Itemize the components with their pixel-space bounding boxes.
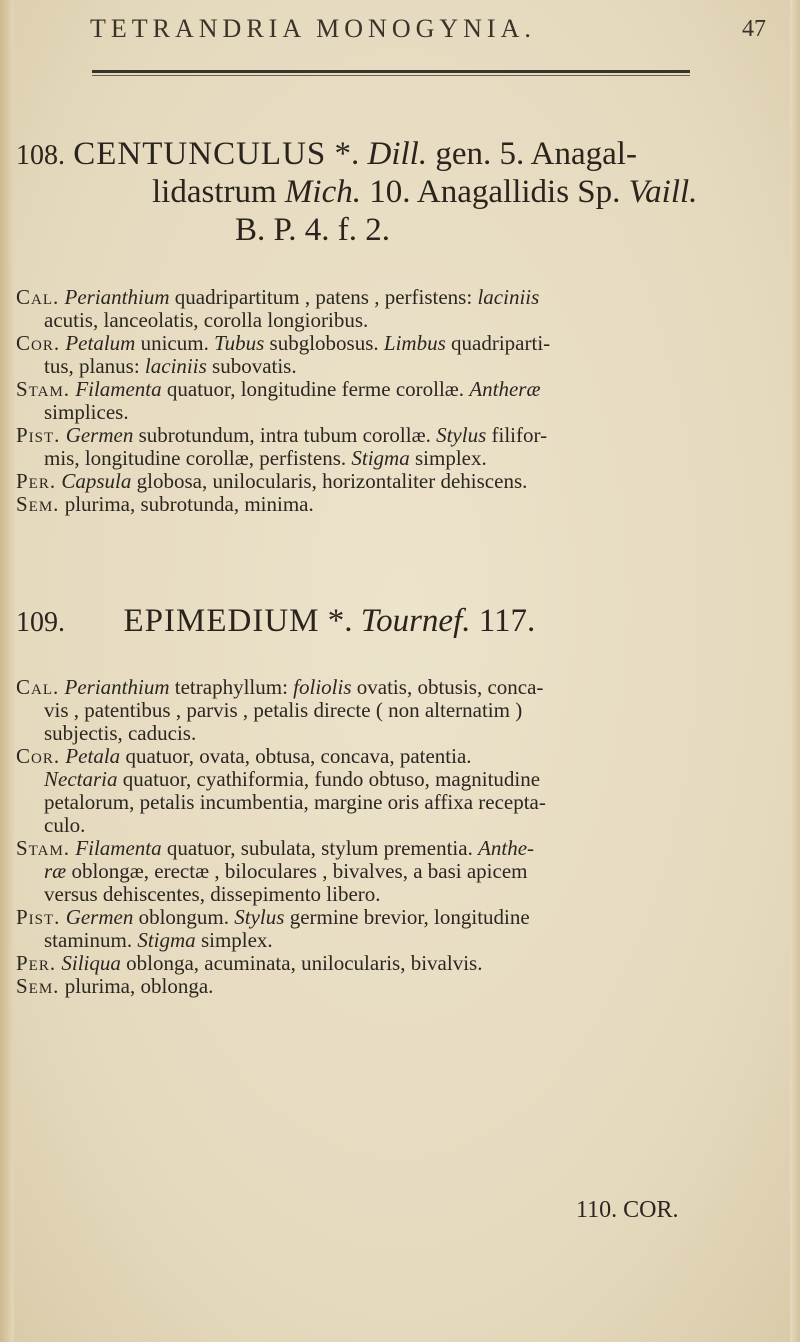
desc-text: vis , patentibus , parvis , petalis directe ( non alternatim )	[44, 698, 523, 722]
desc-line	[44, 813, 85, 838]
term-italic: Filamenta	[75, 836, 162, 860]
term-italic: Germen	[65, 423, 134, 447]
running-title: TETRANDRIA MONOGYNIA.	[90, 14, 536, 43]
organ-label: Pist.	[16, 423, 61, 447]
author-ref: Dill.	[367, 136, 428, 172]
term-italic: Perianthium	[64, 285, 170, 309]
organ-label: Pist.	[16, 905, 61, 929]
desc-text: simplices.	[44, 400, 129, 424]
desc-text: quatuor, cyathiformia, fundo obtuso, magnitudine	[117, 767, 541, 791]
header-rule-thin	[92, 75, 690, 76]
desc-line	[16, 469, 527, 494]
desc-line	[16, 905, 530, 930]
organ-label: Per.	[16, 469, 57, 493]
term-italic: Antheræ	[469, 377, 541, 401]
desc-text: globosa, unilocularis, horizontaliter dehiscens.	[131, 469, 528, 493]
desc-line	[16, 285, 539, 310]
term-italic: Filamenta	[75, 377, 162, 401]
term-italic: Capsula	[61, 469, 132, 493]
genus-name: EPIMEDIUM	[123, 603, 320, 639]
desc-text: acutis, lanceolatis, corolla longioribus.	[44, 308, 369, 332]
desc-line	[16, 675, 543, 700]
desc-line	[44, 400, 129, 425]
organ-label: Cor.	[16, 331, 61, 355]
entry-number: 108.	[16, 140, 65, 171]
entry-heading	[16, 604, 535, 640]
desc-text: quadripartitum , patens , perfistens:	[169, 285, 478, 309]
organ-label: Stam.	[16, 836, 71, 860]
term-italic: laciniis	[477, 285, 540, 309]
term-italic: Petalum	[65, 331, 136, 355]
desc-text: culo.	[44, 813, 86, 837]
reference-text: 10. Anagallidis Sp.	[369, 174, 621, 210]
author-ref: Mich.	[284, 174, 361, 210]
desc-text: ovatis, obtusis, conca-	[351, 675, 544, 699]
desc-line	[16, 377, 540, 402]
term-italic: foliolis	[293, 675, 352, 699]
reference-text: gen. 5. Anagal-	[435, 136, 637, 172]
desc-text: quatuor, subulata, stylum prementia.	[161, 836, 479, 860]
synonym-text: lidastrum	[152, 174, 277, 210]
desc-text: quadriparti-	[445, 331, 551, 355]
term-italic: Stigma	[351, 446, 410, 470]
term-italic: Perianthium	[64, 675, 170, 699]
entry-synonym-line	[152, 175, 697, 210]
desc-text: oblongæ, erectæ , biloculares , bivalves, a basi apicem	[66, 859, 528, 883]
desc-line	[44, 446, 487, 471]
desc-text: unicum.	[135, 331, 215, 355]
asterisk-mark: *.	[327, 603, 353, 639]
desc-text: quatuor, ovata, obtusa, concava, patentia.	[120, 744, 472, 768]
desc-line	[44, 767, 540, 792]
author-ref: Vaill.	[628, 174, 698, 210]
organ-label: Stam.	[16, 377, 71, 401]
header-rule	[92, 70, 690, 73]
desc-line	[16, 744, 472, 769]
term-italic: Petala	[65, 744, 121, 768]
desc-line	[16, 974, 213, 999]
desc-text: simplex.	[195, 928, 273, 952]
term-italic: Stigma	[137, 928, 196, 952]
desc-text: staminum.	[44, 928, 138, 952]
desc-text: tus, planus:	[44, 354, 145, 378]
desc-text: simplex.	[409, 446, 487, 470]
desc-text: oblonga, acuminata, unilocularis, bivalvis.	[120, 951, 483, 975]
organ-label: Per.	[16, 951, 57, 975]
desc-text: oblongum.	[133, 905, 235, 929]
page-edge	[790, 0, 800, 1342]
term-italic: Stylus	[436, 423, 487, 447]
desc-line	[44, 882, 381, 907]
term-italic: Germen	[65, 905, 134, 929]
desc-text: subovatis.	[206, 354, 297, 378]
term-italic: Limbus	[383, 331, 446, 355]
entry-reference-line	[235, 213, 390, 248]
desc-text: tetraphyllum:	[169, 675, 294, 699]
desc-text: filifor-	[486, 423, 548, 447]
desc-text: subglobosus.	[264, 331, 384, 355]
desc-line	[16, 331, 550, 356]
desc-line	[16, 492, 314, 517]
term-italic: laciniis	[144, 354, 207, 378]
desc-text: subrotundum, intra tubum corollæ.	[133, 423, 437, 447]
desc-line	[44, 790, 546, 815]
desc-line	[44, 308, 368, 333]
term-italic: Nectaria	[44, 767, 118, 791]
author-ref: Tournef.	[360, 603, 471, 639]
desc-line	[16, 836, 534, 861]
desc-text: subjectis, caducis.	[44, 721, 197, 745]
page-number: 47	[742, 16, 766, 42]
desc-line	[44, 859, 527, 884]
desc-text: plurima, oblonga.	[64, 974, 214, 998]
reference-text: B. P. 4. f. 2.	[235, 212, 390, 248]
desc-line	[44, 354, 297, 379]
entry-heading	[16, 137, 637, 173]
asterisk-mark: *.	[334, 136, 360, 172]
entry-number: 109.	[16, 607, 65, 638]
term-italic: Anthe-	[478, 836, 535, 860]
term-italic: Tubus	[214, 331, 265, 355]
desc-line	[16, 951, 482, 976]
desc-text: plurima, subrotunda, minima.	[64, 492, 314, 516]
desc-line	[44, 721, 196, 746]
term-italic: Stylus	[234, 905, 285, 929]
desc-text: germine brevior, longitudine	[284, 905, 530, 929]
desc-line	[44, 698, 522, 723]
organ-label: Cal.	[16, 675, 60, 699]
organ-label: Cor.	[16, 744, 61, 768]
desc-text: versus dehiscentes, dissepimento libero.	[44, 882, 381, 906]
genus-name: CENTUNCULUS	[73, 136, 327, 172]
organ-label: Sem.	[16, 492, 60, 516]
catchword: 110. COR.	[576, 1197, 679, 1223]
reference-text: 117.	[478, 603, 536, 639]
desc-line	[16, 423, 547, 448]
organ-label: Cal.	[16, 285, 60, 309]
desc-text: quatuor, longitudine ferme corollæ.	[161, 377, 470, 401]
desc-line	[44, 928, 273, 953]
desc-text: petalorum, petalis incumbentia, margine oris affixa recepta-	[44, 790, 546, 814]
desc-text: mis, longitudine corollæ, perfistens.	[44, 446, 352, 470]
page-gutter	[0, 0, 14, 1342]
term-italic: Siliqua	[61, 951, 121, 975]
organ-label: Sem.	[16, 974, 60, 998]
term-italic: ræ	[44, 859, 67, 883]
